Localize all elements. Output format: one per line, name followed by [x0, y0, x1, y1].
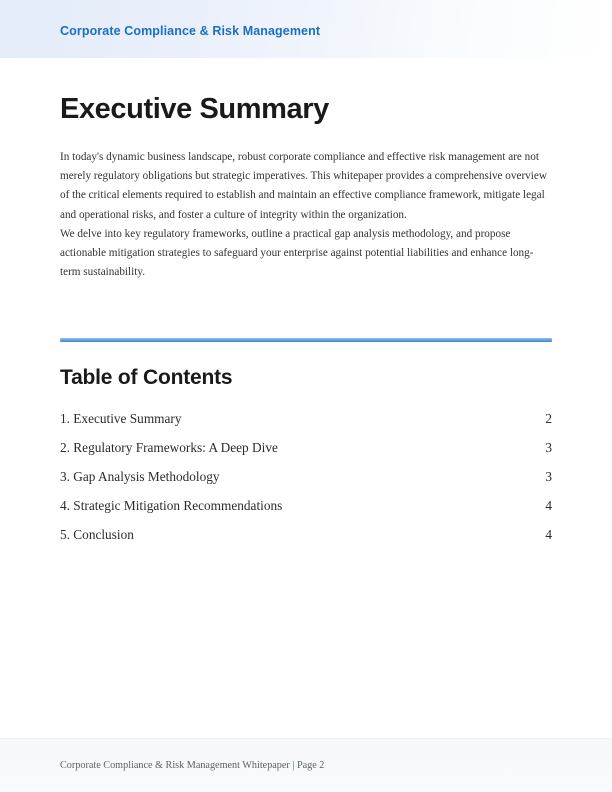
header-document-title: Corporate Compliance & Risk Management — [60, 24, 321, 38]
toc-entry[interactable] — [60, 411, 552, 440]
page-title: Executive Summary — [60, 93, 329, 125]
toc-entry-label: 5. Conclusion — [60, 527, 134, 543]
toc-entry[interactable] — [60, 498, 552, 527]
toc-entry-label: 3. Gap Analysis Methodology — [60, 469, 220, 485]
toc-entry-page-number: 3 — [545, 469, 552, 485]
toc-entry-label: 2. Regulatory Frameworks: A Deep Dive — [60, 440, 278, 456]
toc-entry-page-number: 4 — [545, 527, 552, 543]
toc-entry-page-number: 3 — [545, 440, 552, 456]
toc-entry-label: 4. Strategic Mitigation Recommendations — [60, 498, 283, 514]
executive-summary-paragraph-1: In today's dynamic business landscape, robust corporate compliance and effective risk management are not merely regulatory obligations but strategic imperatives. This whitepaper provides a comprehensive overview of the critical elements required to establish and maintain an effective compliance framework, mitigate legal and operational risks, and foster a culture of integrity within the organization. — [60, 150, 547, 221]
section-divider — [60, 338, 552, 342]
toc-entry[interactable] — [60, 469, 552, 498]
executive-summary-body — [60, 126, 552, 282]
table-of-contents — [60, 366, 552, 556]
page-header-band — [0, 0, 612, 58]
executive-summary-paragraph-2: We delve into key regulatory frameworks, outline a practical gap analysis methodology, and propose actionable mitigation strategies to safeguard your enterprise against potential liabilities and enhance long-term sustainability. — [60, 227, 534, 279]
page-footer-band — [0, 738, 612, 792]
table-of-contents-list — [60, 390, 552, 556]
toc-entry-page-number: 4 — [545, 498, 552, 514]
main-content — [60, 58, 552, 282]
toc-entry[interactable] — [60, 440, 552, 469]
toc-entry-page-number: 2 — [545, 411, 552, 427]
table-of-contents-title: Table of Contents — [60, 366, 233, 389]
footer-text: Corporate Compliance & Risk Management Whitepaper | Page 2 — [60, 760, 325, 771]
toc-entry[interactable] — [60, 527, 552, 556]
toc-entry-label: 1. Executive Summary — [60, 411, 182, 427]
